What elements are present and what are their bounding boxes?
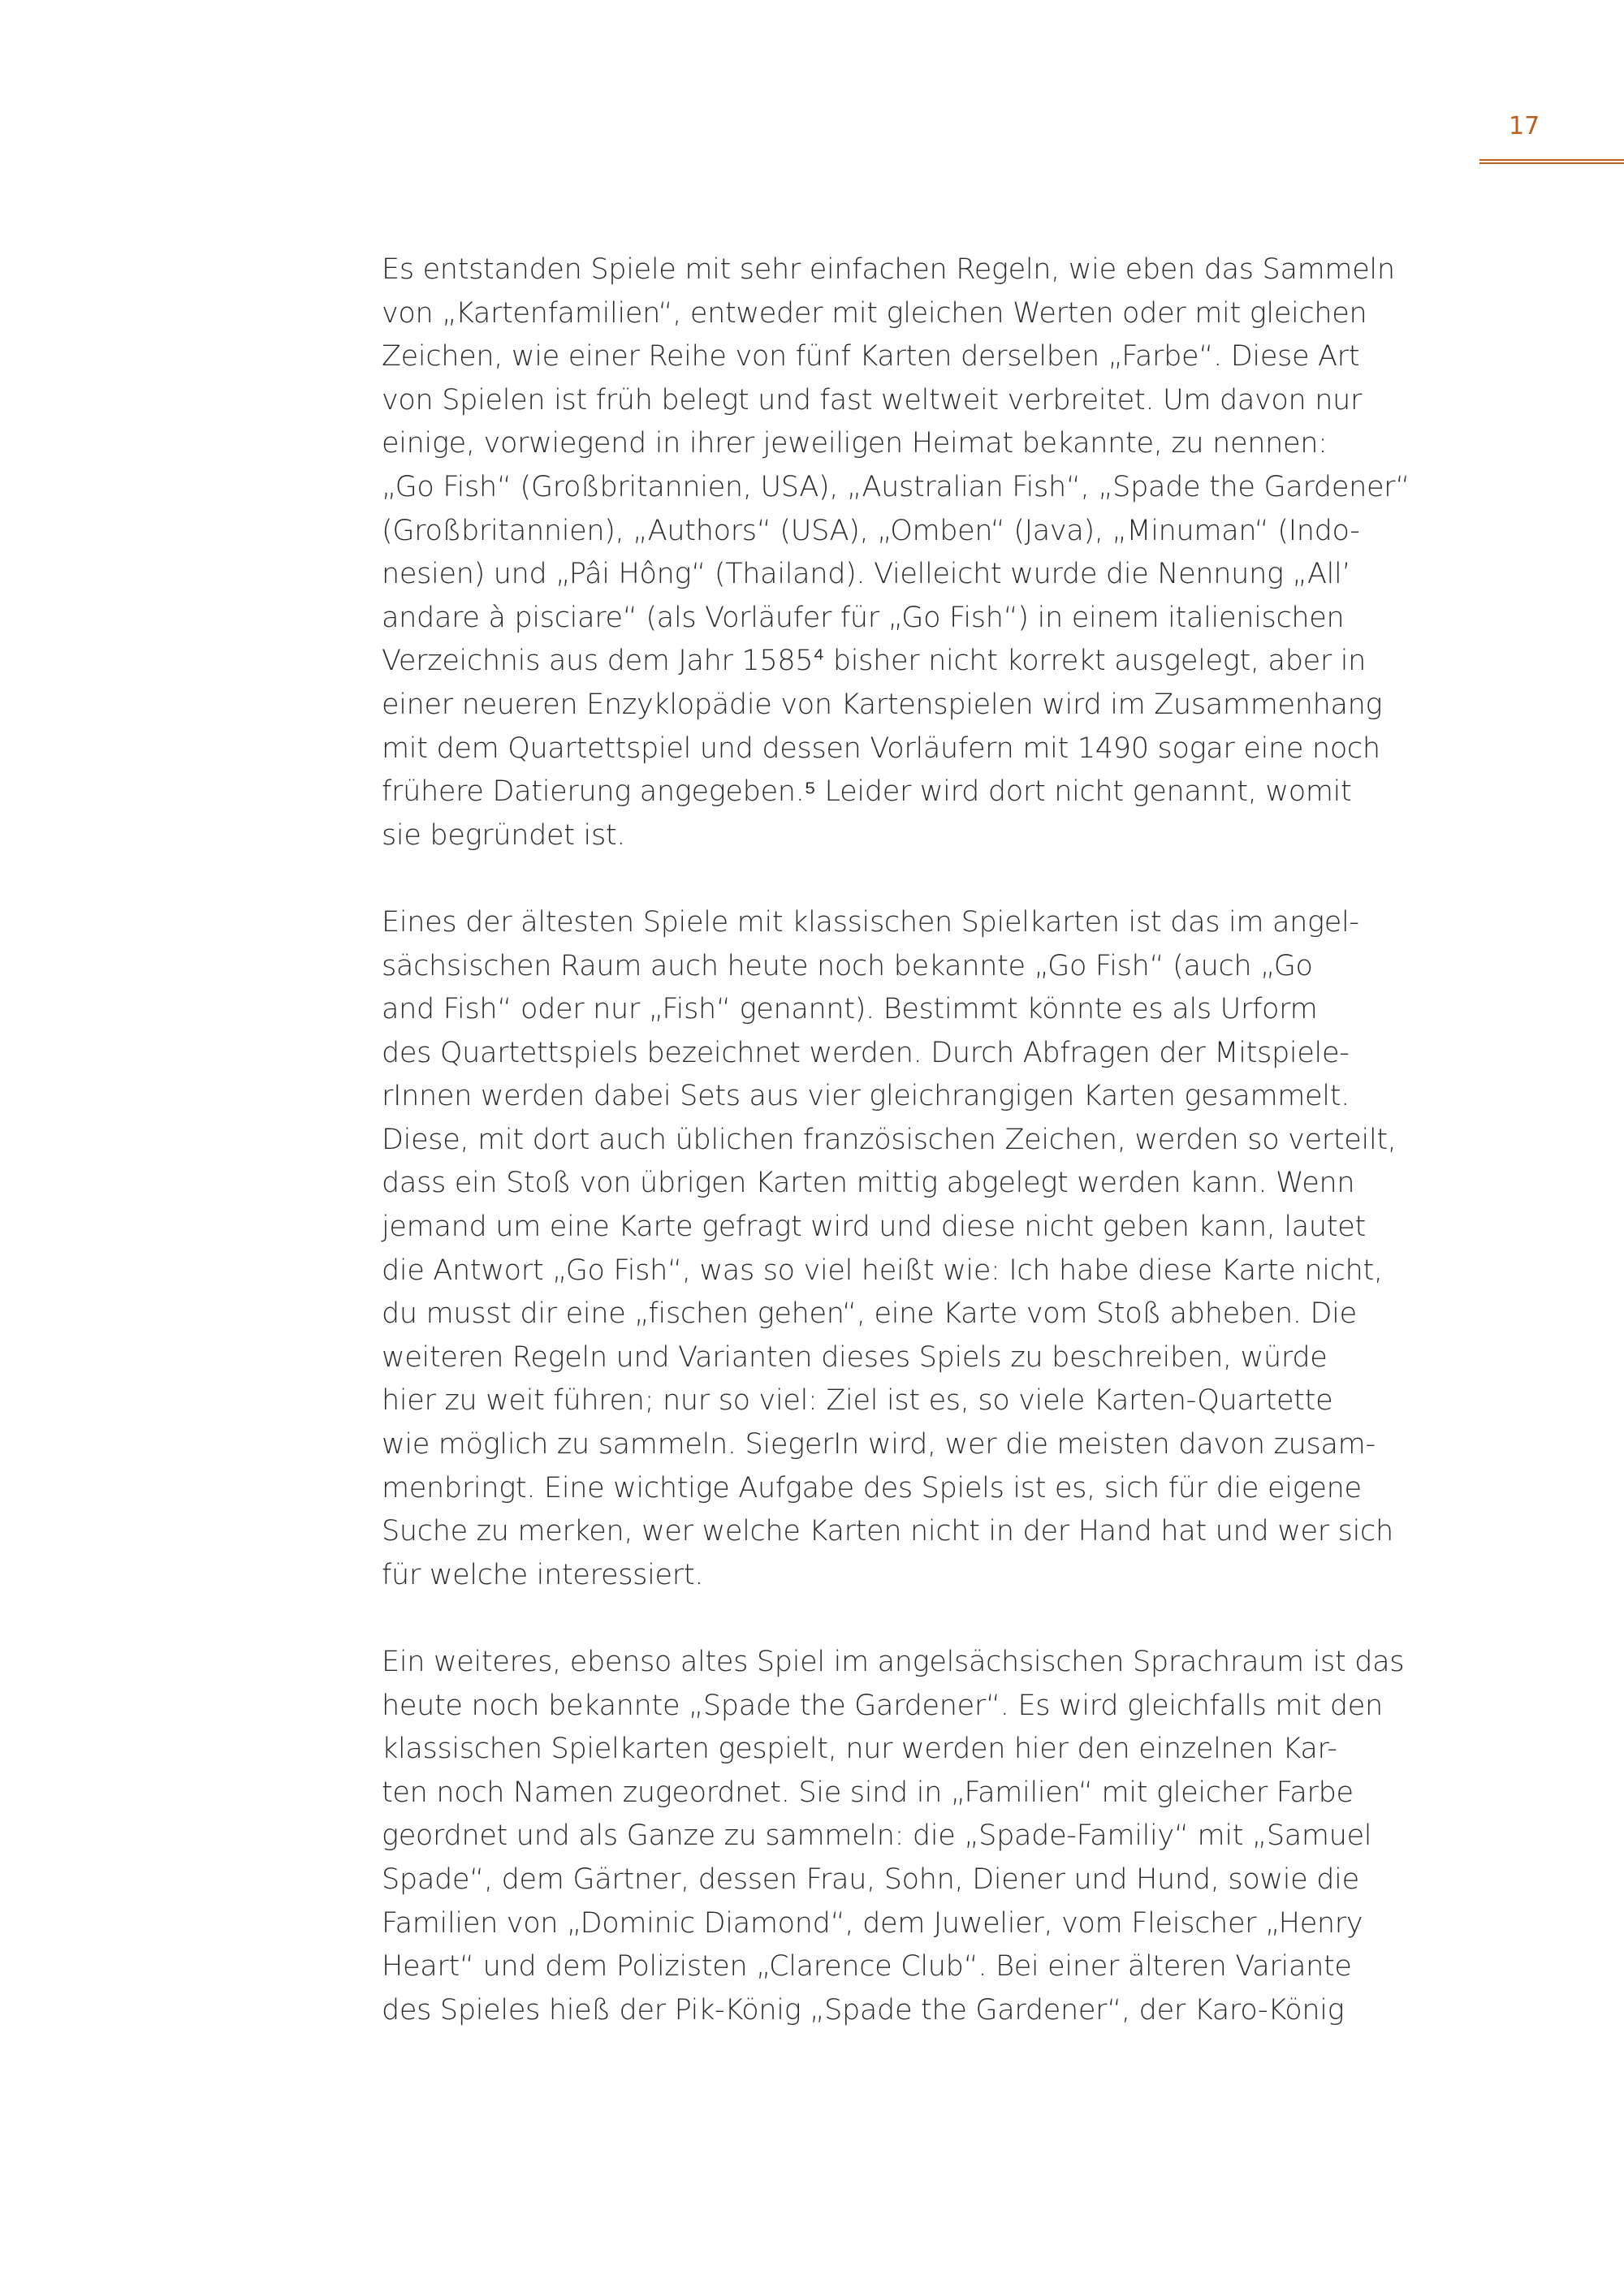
text-line: dass ein Stoß von übrigen Karten mittig abgelegt werden kann. Wenn	[382, 1167, 1355, 1200]
text-line: Verzeichnis aus dem Jahr 1585⁴ bisher nicht korrekt ausgelegt, aber in	[382, 645, 1367, 678]
text-line: rInnen werden dabei Sets aus vier gleichrangigen Karten gesammelt.	[382, 1080, 1350, 1113]
text-line: sächsischen Raum auch heute noch bekannte „Go Fish“ (auch „Go	[382, 949, 1313, 982]
text-line: menbringt. Eine wichtige Aufgabe des Spiels ist es, sich für die eigene	[382, 1471, 1362, 1504]
text-line: des Spieles hieß der Pik-König „Spade the Gardener“, der Karo-König	[382, 1993, 1345, 2027]
text-line: Heart“ und dem Polizisten „Clarence Club“. Bei einer älteren Variante	[382, 1950, 1352, 1983]
text-line: „Go Fish“ (Großbritannien, USA), „Australian Fish“, „Spade the Gardener“	[382, 470, 1410, 503]
text-line: hier zu weit führen; nur so viel: Ziel ist es, so viele Karten-Quartette	[382, 1384, 1333, 1418]
text-line: Spade“, dem Gärtner, dessen Frau, Sohn, Diener und Hund, sowie die	[382, 1863, 1359, 1896]
text-line: weiteren Regeln und Varianten dieses Spiels zu beschreiben, würde	[382, 1340, 1328, 1374]
text-line: sie begründet ist.	[382, 818, 626, 852]
text-line: Familien von „Dominic Diamond“, dem Juwelier, vom Fleischer „Henry	[382, 1906, 1363, 1940]
body-text	[382, 248, 1453, 2076]
text-line: du musst dir eine „fischen gehen“, eine Karte vom Stoß abheben. Die	[382, 1297, 1357, 1331]
text-line: frühere Datierung angegeben.⁵ Leider wird dort nicht genannt, womit	[382, 775, 1352, 809]
text-line: von Spielen ist früh belegt und fast weltweit verbreitet. Um davon nur	[382, 383, 1363, 417]
text-line: Es entstanden Spiele mit sehr einfachen Regeln, wie eben das Sammeln	[382, 253, 1395, 286]
text-line: die Antwort „Go Fish“, was so viel heißt wie: Ich habe diese Karte nicht,	[382, 1254, 1383, 1287]
text-line: Zeichen, wie einer Reihe von fünf Karten derselben „Farbe“. Diese Art	[382, 340, 1360, 373]
text-line: ten noch Namen zugeordnet. Sie sind in „Familien“ mit gleicher Farbe	[382, 1776, 1354, 1809]
header-rule	[1479, 159, 1624, 164]
text-line: einer neueren Enzyklopädie von Kartenspielen wird im Zusammenhang	[382, 688, 1383, 721]
text-line: heute noch bekannte „Spade the Gardener“. Es wird gleichfalls mit den	[382, 1689, 1383, 1722]
text-line: Eines der ältesten Spiele mit klassischen Spielkarten ist das im angel-	[382, 905, 1359, 939]
text-line: des Quartettspiels bezeichnet werden. Durch Abfragen der Mitspiele-	[382, 1036, 1350, 1069]
text-line: von „Kartenfamilien“, entweder mit gleichen Werten oder mit gleichen	[382, 296, 1367, 330]
paragraph	[382, 1641, 1453, 2032]
paragraph	[382, 901, 1453, 1598]
text-line: Suche zu merken, wer welche Karten nicht in der Hand hat und wer sich	[382, 1515, 1393, 1548]
text-line: jemand um eine Karte gefragt wird und diese nicht geben kann, lautet	[382, 1211, 1366, 1244]
text-line: mit dem Quartettspiel und dessen Vorläufern mit 1490 sogar eine noch	[382, 732, 1380, 765]
text-line: and Fish“ oder nur „Fish“ genannt). Bestimmt könnte es als Urform	[382, 993, 1318, 1026]
text-line: Ein weiteres, ebenso altes Spiel im angelsächsischen Sprachraum ist das	[382, 1646, 1405, 1678]
paragraph	[382, 248, 1453, 857]
text-line: für welche interessiert.	[382, 1558, 704, 1591]
text-line: klassischen Spielkarten gespielt, nur werden hier den einzelnen Kar-	[382, 1733, 1337, 1766]
text-line: Diese, mit dort auch üblichen französischen Zeichen, werden so verteilt,	[382, 1123, 1397, 1156]
text-line: nesien) und „Pâi Hông“ (Thailand). Vielleicht wurde die Nennung „All’	[382, 558, 1351, 591]
text-line: einige, vorwiegend in ihrer jeweiligen Heimat bekannte, zu nennen:	[382, 427, 1328, 460]
text-line: wie möglich zu sammeln. SiegerIn wird, wer die meisten davon zusam-	[382, 1428, 1376, 1461]
page-number: 17	[1509, 112, 1540, 140]
text-line: (Großbritannien), „Authors“ (USA), „Omben“ (Java), „Minuman“ (Indo-	[382, 514, 1360, 547]
text-line: andare à pisciare“ (als Vorläufer für „Go Fish“) in einem italienischen	[382, 601, 1345, 634]
text-line: geordnet und als Ganze zu sammeln: die „Spade-Familiy“ mit „Samuel	[382, 1819, 1372, 1853]
